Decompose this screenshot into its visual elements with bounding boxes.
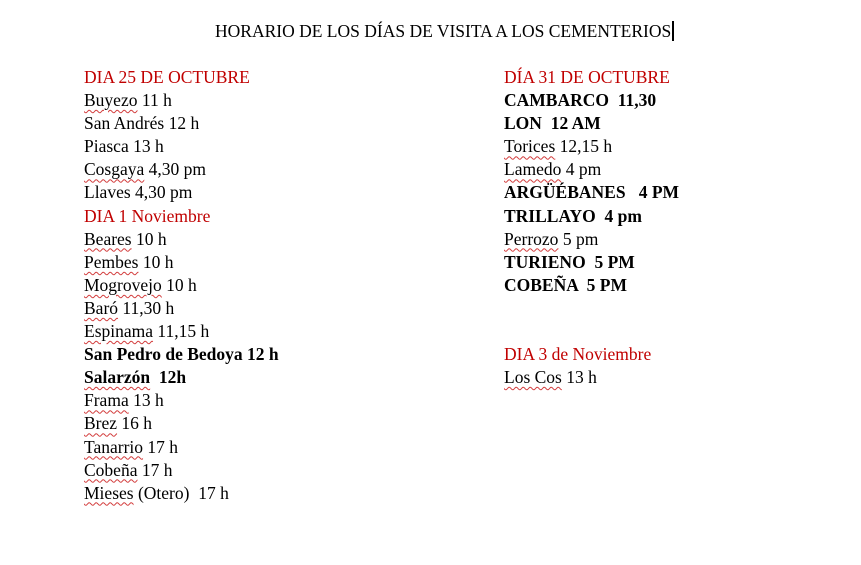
entry-list	[504, 89, 679, 297]
schedule-entry	[84, 482, 279, 505]
cemetery-name: Salarzón	[84, 367, 151, 388]
visit-time: 11 h	[137, 90, 172, 111]
visit-time: (Otero) 17 h	[133, 482, 229, 503]
cemetery-name: TRILLAYO	[504, 205, 596, 226]
schedule-entry	[84, 251, 279, 274]
schedule-entry	[84, 297, 279, 320]
visit-time: 4,30 pm	[144, 159, 207, 180]
schedule-entry	[84, 181, 279, 204]
visit-time: 13 h	[128, 390, 164, 411]
section-heading: DIA 25 DE OCTUBRE	[84, 67, 250, 87]
cemetery-name: TURIENO	[504, 251, 586, 272]
visit-time: 10 h	[161, 274, 197, 295]
cemetery-name: Perrozo	[504, 228, 559, 249]
visit-time: 5 pm	[558, 228, 599, 249]
schedule-entry	[504, 135, 679, 158]
visit-time: 11,15 h	[153, 321, 210, 342]
schedule-entry	[84, 320, 279, 343]
visit-time: 17 h	[137, 459, 173, 480]
schedule-entry	[504, 366, 679, 389]
visit-time: 4 PM	[625, 182, 680, 203]
visit-time: 10 h	[131, 228, 167, 249]
schedule-entry	[504, 89, 679, 112]
schedule-entry	[84, 366, 279, 389]
schedule-entry	[84, 274, 279, 297]
schedule-entry	[84, 389, 279, 412]
visit-time: 17 h	[143, 436, 179, 457]
cemetery-name: Cobeña	[84, 459, 138, 480]
text-cursor	[672, 21, 674, 41]
blank-line	[504, 320, 679, 343]
visit-time: 13 h	[128, 136, 164, 157]
cemetery-name: Baró	[84, 297, 119, 318]
visit-time: 4 pm	[561, 159, 602, 180]
schedule-entry	[504, 112, 679, 135]
schedule-entry	[504, 205, 679, 228]
visit-time: 4,30 pm	[130, 182, 193, 203]
visit-time: 12,15 h	[555, 136, 613, 157]
entry-list	[84, 228, 279, 505]
cemetery-name: Beares	[84, 228, 132, 249]
cemetery-name: ARGÜÉBANES	[504, 182, 626, 203]
visit-time: 12h	[150, 367, 187, 388]
visit-time: 16 h	[117, 413, 153, 434]
section-heading: DIA 3 de Noviembre	[504, 344, 652, 365]
visit-time: 5 PM	[577, 274, 627, 295]
cemetery-name: Brez	[84, 413, 118, 434]
cemetery-name: Mogrovejo	[84, 274, 162, 295]
visit-time: 11,30 h	[118, 297, 175, 318]
schedule-entry	[504, 274, 679, 297]
blank-line	[504, 297, 679, 320]
cemetery-name: Frama	[84, 390, 129, 411]
cemetery-name: CAMBARCO	[504, 90, 609, 111]
cemetery-name: San Pedro de Bedoya	[84, 344, 243, 365]
schedule-entry	[84, 158, 279, 181]
cemetery-name: San Andrés	[84, 113, 165, 134]
section-heading: DÍA 31 DE OCTUBRE	[504, 67, 670, 87]
schedule-entry	[504, 228, 679, 251]
cemetery-name: Los Cos	[504, 367, 562, 388]
entry-list	[504, 366, 679, 389]
document-title-text: HORARIO DE LOS DÍAS DE VISITA A LOS CEMENTERIOS	[215, 21, 672, 41]
visit-time: 5 PM	[585, 251, 635, 272]
cemetery-name: Pembes	[84, 251, 139, 272]
cemetery-name: Piasca	[84, 136, 129, 157]
visit-time: 12 h	[242, 344, 279, 365]
visit-time: 12 AM	[541, 113, 601, 134]
section-heading: DIA 1 Noviembre	[84, 205, 211, 226]
cemetery-name: COBEÑA	[504, 274, 578, 295]
visit-time: 10 h	[138, 251, 174, 272]
schedule-entry	[84, 459, 279, 482]
schedule-entry	[84, 112, 279, 135]
cemetery-name: Lamedo	[504, 159, 562, 180]
schedule-entry	[84, 343, 279, 366]
left-column	[84, 66, 279, 505]
schedule-entry	[504, 181, 679, 204]
visit-time: 12 h	[164, 113, 200, 134]
cemetery-name: Buyezo	[84, 90, 138, 111]
schedule-entry	[504, 158, 679, 181]
schedule-entry	[84, 228, 279, 251]
cemetery-name: Torices	[504, 136, 556, 157]
schedule-entry	[84, 436, 279, 459]
schedule-entry	[84, 135, 279, 158]
right-column	[504, 66, 679, 389]
cemetery-name: Espinama	[84, 321, 154, 342]
visit-time: 13 h	[561, 367, 597, 388]
schedule-entry	[84, 89, 279, 112]
visit-time: 4 pm	[595, 205, 642, 226]
cemetery-name: Tanarrio	[84, 436, 144, 457]
schedule-entry	[504, 251, 679, 274]
schedule-entry	[84, 412, 279, 435]
visit-time: 11,30	[609, 90, 657, 111]
entry-list	[84, 89, 279, 204]
document-title	[215, 20, 674, 43]
cemetery-name: Llaves	[84, 182, 131, 203]
cemetery-name: Cosgaya	[84, 159, 145, 180]
cemetery-name: Mieses	[84, 482, 134, 503]
cemetery-name: LON	[504, 113, 542, 134]
